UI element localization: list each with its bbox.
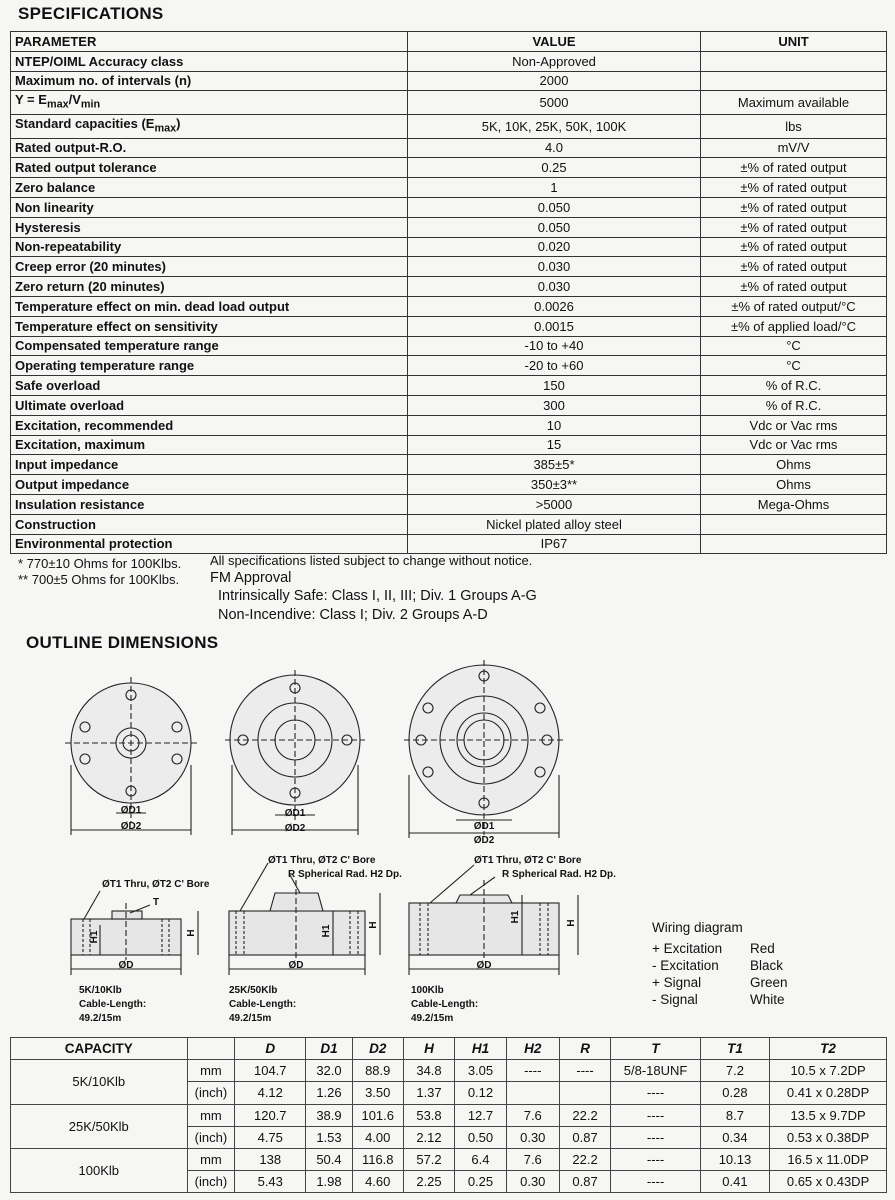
dim-cell: 4.75	[235, 1126, 306, 1148]
dim-cell: 16.5 x 11.0DP	[770, 1148, 887, 1170]
spec-cell-unit: mV/V	[701, 138, 887, 158]
dim-cell: 5/8-18UNF	[611, 1060, 701, 1082]
dim-cell: 1.53	[306, 1126, 352, 1148]
dim-cell: 101.6	[352, 1104, 403, 1126]
dim-cell: (inch)	[187, 1082, 235, 1104]
spec-cell-parameter: Excitation, maximum	[11, 435, 408, 455]
dim-header: T1	[700, 1038, 769, 1060]
caption-cap-5k: 5K/10Klb	[79, 985, 122, 996]
specifications-table	[10, 31, 887, 554]
dim-cell: 0.41 x 0.28DP	[770, 1082, 887, 1104]
dim-cell: 0.53 x 0.38DP	[770, 1126, 887, 1148]
spec-cell-parameter: Construction	[11, 514, 408, 534]
dim-cell: 38.9	[306, 1104, 352, 1126]
specifications-heading: SPECIFICATIONS	[18, 4, 164, 23]
wiring-color: Black	[750, 958, 784, 973]
spec-row	[11, 435, 887, 455]
footnote-output-impedance: ** 700±5 Ohms for 100Klbs.	[18, 572, 180, 587]
label-h-b: H	[368, 921, 379, 929]
dim-cell	[506, 1082, 559, 1104]
spec-row	[11, 51, 887, 71]
spec-row	[11, 415, 887, 435]
label-h1-c: H1	[510, 910, 521, 924]
dim-capacity: 5K/10Klb	[11, 1060, 188, 1104]
spec-row	[11, 257, 887, 277]
caption-cap-25k: 25K/50Klb	[229, 985, 278, 996]
side-view-100k	[409, 865, 578, 975]
spec-cell-unit: Vdc or Vac rms	[701, 435, 887, 455]
spec-cell-value: 2000	[408, 71, 701, 91]
caption-cap-100k: 100Klb	[411, 985, 444, 996]
top-view-100k	[404, 660, 564, 838]
dim-cell: (inch)	[187, 1171, 235, 1193]
spec-cell-parameter: Excitation, recommended	[11, 415, 408, 435]
spec-cell-parameter: Non-repeatability	[11, 237, 408, 257]
spec-cell-unit	[701, 534, 887, 554]
dim-cell: 50.4	[306, 1148, 352, 1170]
dim-cell: 12.7	[455, 1104, 506, 1126]
dim-cell: 13.5 x 9.7DP	[770, 1104, 887, 1126]
spec-cell-parameter: Environmental protection	[11, 534, 408, 554]
spec-row	[11, 217, 887, 237]
spec-cell-value: 385±5*	[408, 455, 701, 475]
dim-cell: 2.12	[403, 1126, 454, 1148]
label-d1-a: ØD1	[120, 805, 142, 816]
spec-cell-parameter: NTEP/OIML Accuracy class	[11, 51, 408, 71]
spec-cell-value: 1	[408, 178, 701, 198]
label-d2-b: ØD2	[284, 823, 306, 834]
spec-cell-parameter: Zero return (20 minutes)	[11, 277, 408, 297]
spec-cell-unit: ±% of rated output	[701, 158, 887, 178]
spec-cell-unit	[701, 514, 887, 534]
label-d-b: ØD	[288, 960, 304, 971]
caption-len-25k: 49.2/15m	[229, 1013, 272, 1024]
label-h-c: H	[566, 919, 577, 927]
dim-header: R	[559, 1038, 610, 1060]
label-h1-b: H1	[321, 924, 332, 938]
spec-cell-value: Nickel plated alloy steel	[408, 514, 701, 534]
spec-row	[11, 356, 887, 376]
dimensions-table	[10, 1037, 887, 1193]
spec-header-value: VALUE	[408, 32, 701, 52]
dim-header: H	[403, 1038, 454, 1060]
spec-cell-value: 350±3**	[408, 475, 701, 495]
dim-cell: 6.4	[455, 1148, 506, 1170]
spec-cell-value: 0.020	[408, 237, 701, 257]
dim-cell: 4.60	[352, 1171, 403, 1193]
caption-len-5k: 49.2/15m	[79, 1013, 122, 1024]
spec-row	[11, 534, 887, 554]
dim-cell: 5.43	[235, 1171, 306, 1193]
dim-cell: 10.5 x 7.2DP	[770, 1060, 887, 1082]
dim-capacity: 100Klb	[11, 1148, 188, 1192]
wiring-signal: - Excitation	[652, 958, 719, 973]
spec-cell-parameter: Output impedance	[11, 475, 408, 495]
spec-cell-unit: Mega-Ohms	[701, 494, 887, 514]
wiring-color: White	[750, 992, 785, 1007]
dim-header: H1	[455, 1038, 506, 1060]
dim-cell: 104.7	[235, 1060, 306, 1082]
dim-header: D1	[306, 1038, 352, 1060]
dim-cell: 0.30	[506, 1171, 559, 1193]
dim-cell: 3.50	[352, 1082, 403, 1104]
dim-row	[11, 1060, 887, 1082]
spec-cell-unit: °C	[701, 356, 887, 376]
dim-cell: 10.13	[700, 1148, 769, 1170]
fm-approval-title: FM Approval	[210, 570, 292, 586]
label-d-c: ØD	[476, 960, 492, 971]
wiring-signal: + Excitation	[652, 941, 723, 956]
spec-cell-unit: Ohms	[701, 455, 887, 475]
spec-cell-unit: Ohms	[701, 475, 887, 495]
dim-cell: 0.34	[700, 1126, 769, 1148]
caption-cable-100k: Cable-Length:	[411, 999, 479, 1010]
dim-cell: 116.8	[352, 1148, 403, 1170]
spec-cell-value: 0.25	[408, 158, 701, 178]
label-sph-c: R Spherical Rad. H2 Dp.	[502, 869, 616, 880]
spec-row	[11, 237, 887, 257]
spec-cell-value: 4.0	[408, 138, 701, 158]
wiring-signal: - Signal	[652, 992, 698, 1007]
spec-cell-unit	[701, 71, 887, 91]
spec-row	[11, 277, 887, 297]
spec-cell-unit: ±% of rated output	[701, 257, 887, 277]
dim-cell: 120.7	[235, 1104, 306, 1126]
fm-approval-line2: Non-Incendive: Class I; Div. 2 Groups A-D	[218, 607, 488, 623]
spec-cell-parameter: Rated output tolerance	[11, 158, 408, 178]
spec-cell-parameter: Rated output-R.O.	[11, 138, 408, 158]
spec-cell-value: 10	[408, 415, 701, 435]
spec-cell-unit: ±% of rated output	[701, 197, 887, 217]
wiring-color: Red	[750, 941, 775, 956]
spec-cell-unit: ±% of rated output	[701, 178, 887, 198]
dim-cell: 1.26	[306, 1082, 352, 1104]
dim-header: D	[235, 1038, 306, 1060]
dim-header: D2	[352, 1038, 403, 1060]
spec-row	[11, 91, 887, 115]
dim-cell: 0.30	[506, 1126, 559, 1148]
change-notice: All specifications listed subject to change without notice.	[210, 553, 533, 568]
spec-row	[11, 494, 887, 514]
spec-cell-unit: ±% of rated output	[701, 277, 887, 297]
wiring-diagram-title: Wiring diagram	[652, 920, 743, 935]
outline-dimensions-heading: OUTLINE DIMENSIONS	[26, 633, 219, 652]
spec-row	[11, 197, 887, 217]
spec-cell-value: 0.030	[408, 277, 701, 297]
spec-cell-value: 0.0026	[408, 296, 701, 316]
dim-row	[11, 1104, 887, 1126]
dim-cell: 22.2	[559, 1148, 610, 1170]
spec-cell-unit: ±% of rated output	[701, 237, 887, 257]
spec-row	[11, 336, 887, 356]
spec-cell-parameter: Maximum no. of intervals (n)	[11, 71, 408, 91]
dim-cell: 0.25	[455, 1171, 506, 1193]
dim-cell: (inch)	[187, 1126, 235, 1148]
spec-cell-parameter: Temperature effect on sensitivity	[11, 316, 408, 336]
dim-cell: ----	[559, 1060, 610, 1082]
spec-cell-value: 300	[408, 395, 701, 415]
dim-cell: 0.50	[455, 1126, 506, 1148]
dim-cell: 22.2	[559, 1104, 610, 1126]
label-thru-c: ØT1 Thru, ØT2 C' Bore	[474, 855, 582, 866]
dim-header: CAPACITY	[11, 1038, 188, 1060]
dim-cell: 88.9	[352, 1060, 403, 1082]
spec-cell-parameter: Creep error (20 minutes)	[11, 257, 408, 277]
spec-cell-unit: % of R.C.	[701, 376, 887, 396]
spec-row	[11, 514, 887, 534]
dim-capacity: 25K/50Klb	[11, 1104, 188, 1148]
dim-cell: 57.2	[403, 1148, 454, 1170]
dim-cell: 8.7	[700, 1104, 769, 1126]
dim-header: H2	[506, 1038, 559, 1060]
spec-cell-unit: Maximum available	[701, 91, 887, 115]
spec-row	[11, 296, 887, 316]
dim-cell: 0.28	[700, 1082, 769, 1104]
spec-cell-value: >5000	[408, 494, 701, 514]
spec-cell-unit: ±% of rated output/°C	[701, 296, 887, 316]
spec-cell-value: 0.050	[408, 197, 701, 217]
dim-cell: 138	[235, 1148, 306, 1170]
spec-cell-value: 150	[408, 376, 701, 396]
label-d-a: ØD	[118, 960, 134, 971]
spec-cell-unit	[701, 51, 887, 71]
spec-cell-parameter: Hysteresis	[11, 217, 408, 237]
dim-cell: 4.12	[235, 1082, 306, 1104]
dim-cell: 7.6	[506, 1104, 559, 1126]
dim-row	[11, 1148, 887, 1170]
dim-cell: 0.87	[559, 1126, 610, 1148]
spec-cell-value: 15	[408, 435, 701, 455]
spec-cell-parameter: Standard capacities $(E_{max})$	[11, 114, 408, 138]
spec-cell-parameter: Temperature effect on min. dead load output	[11, 296, 408, 316]
dim-cell: 0.87	[559, 1171, 610, 1193]
dim-cell: ----	[506, 1060, 559, 1082]
dim-cell: 0.12	[455, 1082, 506, 1104]
wiring-color: Green	[750, 975, 788, 990]
spec-row	[11, 71, 887, 91]
dim-cell: ----	[611, 1171, 701, 1193]
label-sph-b: R Spherical Rad. H2 Dp.	[288, 869, 402, 880]
dim-cell: ----	[611, 1082, 701, 1104]
spec-cell-value: 0.030	[408, 257, 701, 277]
dim-cell: 1.98	[306, 1171, 352, 1193]
label-d1-b: ØD1	[284, 808, 306, 819]
spec-cell-value: Non-Approved	[408, 51, 701, 71]
spec-row	[11, 475, 887, 495]
spec-cell-unit: °C	[701, 336, 887, 356]
spec-header-parameter: PARAMETER	[11, 32, 408, 52]
dim-cell: 32.0	[306, 1060, 352, 1082]
label-h-a: H	[186, 929, 197, 937]
dim-cell: ----	[611, 1104, 701, 1126]
dim-header	[187, 1038, 235, 1060]
spec-cell-parameter: Zero balance	[11, 178, 408, 198]
spec-cell-unit: ±% of rated output	[701, 217, 887, 237]
spec-cell-parameter: Operating temperature range	[11, 356, 408, 376]
spec-cell-parameter: Ultimate overload	[11, 395, 408, 415]
dim-cell: 4.00	[352, 1126, 403, 1148]
spec-cell-parameter: Compensated temperature range	[11, 336, 408, 356]
footnote-input-impedance: * 770±10 Ohms for 100Klbs.	[18, 556, 182, 571]
dim-cell: mm	[187, 1104, 235, 1126]
spec-header-unit: UNIT	[701, 32, 887, 52]
dim-header: T	[611, 1038, 701, 1060]
spec-cell-parameter: Insulation resistance	[11, 494, 408, 514]
spec-row	[11, 138, 887, 158]
label-thru-b: ØT1 Thru, ØT2 C' Bore	[268, 855, 376, 866]
spec-row	[11, 158, 887, 178]
label-t: T	[152, 897, 160, 908]
spec-cell-value: 5K, 10K, 25K, 50K, 100K	[408, 114, 701, 138]
spec-cell-value: -20 to +60	[408, 356, 701, 376]
spec-cell-unit: lbs	[701, 114, 887, 138]
spec-cell-value: 0.050	[408, 217, 701, 237]
dim-cell: 53.8	[403, 1104, 454, 1126]
spec-cell-parameter: Safe overload	[11, 376, 408, 396]
spec-cell-value: -10 to +40	[408, 336, 701, 356]
spec-cell-parameter: $Y = E_{max}/V_{min}$	[11, 91, 408, 115]
spec-cell-parameter: Non linearity	[11, 197, 408, 217]
dim-cell: mm	[187, 1148, 235, 1170]
dim-cell: 1.37	[403, 1082, 454, 1104]
caption-cable-5k: Cable-Length:	[79, 999, 147, 1010]
wiring-signal: + Signal	[652, 975, 702, 990]
spec-cell-parameter: Input impedance	[11, 455, 408, 475]
spec-cell-unit: ±% of applied load/°C	[701, 316, 887, 336]
label-d2-a: ØD2	[120, 821, 142, 832]
dim-cell: 7.6	[506, 1148, 559, 1170]
spec-cell-value: IP67	[408, 534, 701, 554]
dim-cell: 0.65 x 0.43DP	[770, 1171, 887, 1193]
spec-row	[11, 178, 887, 198]
dim-header: T2	[770, 1038, 887, 1060]
label-h1-a: H1	[89, 930, 100, 944]
spec-row	[11, 455, 887, 475]
dim-cell: 34.8	[403, 1060, 454, 1082]
spec-row	[11, 114, 887, 138]
dim-cell: 2.25	[403, 1171, 454, 1193]
spec-row	[11, 395, 887, 415]
dim-cell: 3.05	[455, 1060, 506, 1082]
spec-row	[11, 376, 887, 396]
spec-cell-value: 0.0015	[408, 316, 701, 336]
caption-len-100k: 49.2/15m	[411, 1013, 454, 1024]
dim-cell: mm	[187, 1060, 235, 1082]
caption-cable-25k: Cable-Length:	[229, 999, 297, 1010]
dim-cell: ----	[611, 1148, 701, 1170]
spec-cell-unit: Vdc or Vac rms	[701, 415, 887, 435]
label-thru-a: ØT1 Thru, ØT2 C' Bore	[102, 879, 210, 890]
spec-cell-unit: % of R.C.	[701, 395, 887, 415]
spec-cell-value: 5000	[408, 91, 701, 115]
fm-approval-line1: Intrinsically Safe: Class I, II, III; Div. 1 Groups A-G	[218, 588, 537, 604]
dim-cell: 7.2	[700, 1060, 769, 1082]
label-d2-c: ØD2	[473, 835, 495, 846]
dim-cell: ----	[611, 1126, 701, 1148]
dim-cell	[559, 1082, 610, 1104]
dim-cell: 0.41	[700, 1171, 769, 1193]
label-d1-c: ØD1	[473, 821, 495, 832]
spec-row	[11, 316, 887, 336]
